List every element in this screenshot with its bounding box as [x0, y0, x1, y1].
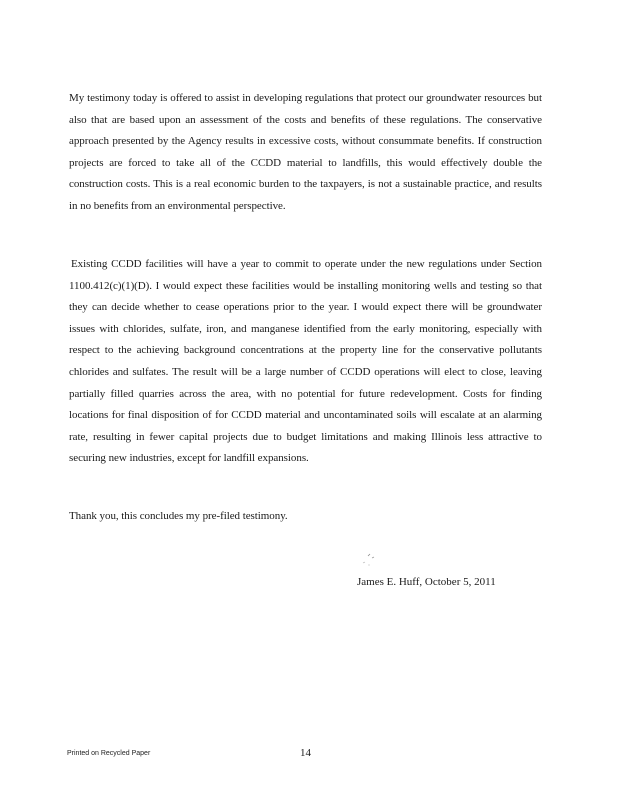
signature-line: James E. Huff, October 5, 2011	[357, 576, 496, 588]
testimony-paragraph-1: My testimony today is offered to assist in developing regulations that protect our groundwater resources but also that are based upon an assessment of the costs and benefits of these regulations. The conservative approach presented by the Agency results in excessive costs, without consummate benefits. If construction projects are forced to take all of the CCDD material to landfills, this would effectively double the construction costs. This is a real economic burden to the taxpayers, is not a sustainable practice, and results in no benefits from an environmental perspective.	[69, 92, 542, 212]
recycled-paper-note: Printed on Recycled Paper	[67, 750, 151, 757]
testimony-paragraph-2: Existing CCDD facilities will have a year to commit to operate under the new regulations under Section 1100.412(c)(1)(D). I would expect these facilities would be installing monitoring wells and testing so that they can decide whether to cease operations prior to the year. I would expect there will be groundwater issues with chlorides, sulfate, iron, and manganese identified from the early monitoring, especially with respect to the achieving background concentrations at the property line for the conservative pollutants chlorides and sulfates. The result will be a large number of CCDD operations will elect to close, leaving partially filled quarries across the area, with no potential for future redevelopment. Costs for finding locations for final disposition of for CCDD material and uncontaminated soils will escalate at an alarming rate, resulting in fewer capital projects due to budget limitations and making Illinois less attractive to securing new industries, except for landfill expansions.	[69, 258, 542, 465]
signature-mark	[356, 548, 386, 574]
closing-paragraph: Thank you, this concludes my pre-filed testimony.	[69, 510, 288, 522]
page-number: 14	[300, 747, 311, 759]
